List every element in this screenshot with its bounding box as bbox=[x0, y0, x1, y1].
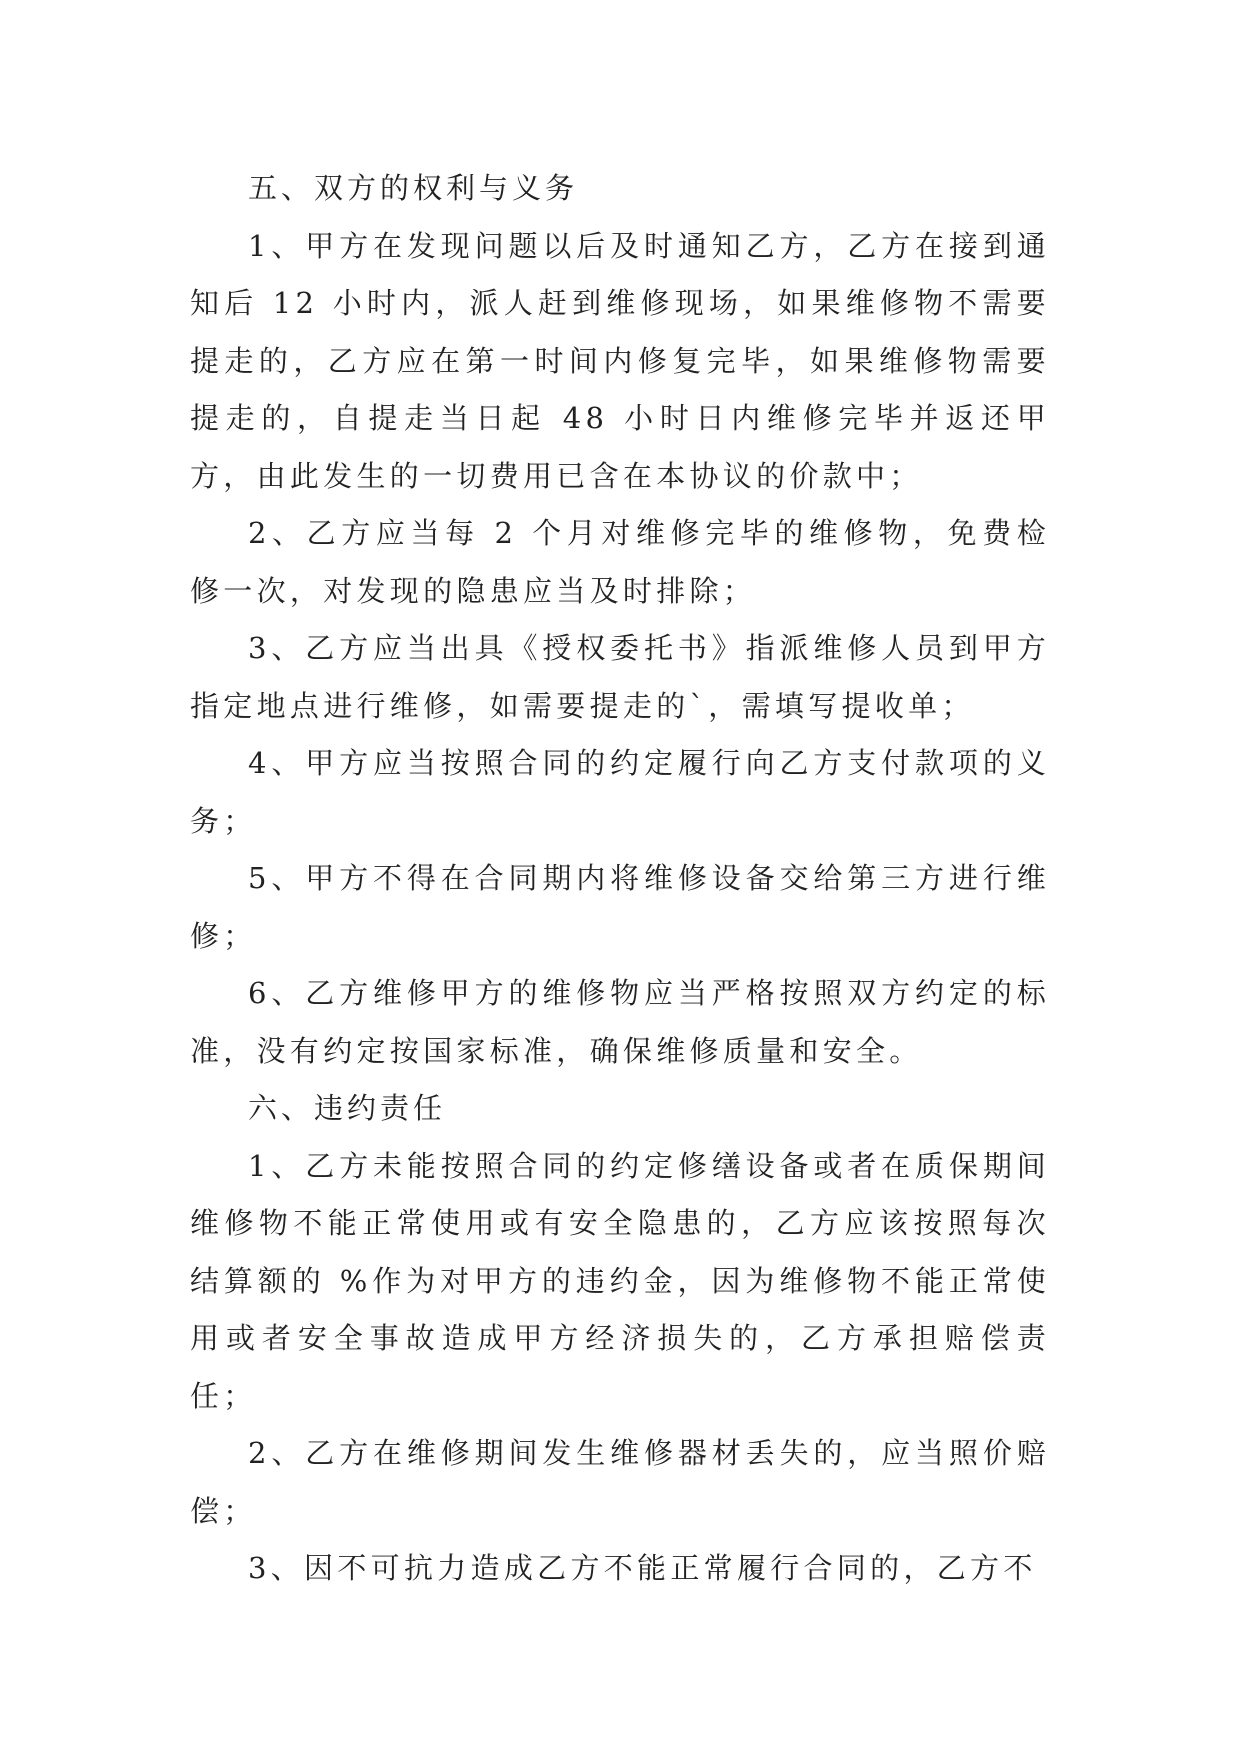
document-body bbox=[190, 160, 1050, 1598]
clause-5-2: 2、乙方应当每 2 个月对维修完毕的维修物，免费检修一次，对发现的隐患应当及时排除； bbox=[190, 516, 1050, 608]
clause-5-4: 4、甲方应当按照合同的约定履行向乙方支付款项的义务； bbox=[190, 746, 1050, 838]
clause-5-5: 5、甲方不得在合同期内将维修设备交给第三方进行维修； bbox=[190, 861, 1050, 953]
clause-6-1: 1、乙方未能按照合同的约定修缮设备或者在质保期间维修物不能正常使用或有安全隐患的，乙方应该按照每次结算额的 %作为对甲方的违约金，因为维修物不能正常使用或者安全事故造成甲方经济损失的，乙方承担赔偿责任； bbox=[190, 1148, 1050, 1413]
section-heading-rights-obligations: 五、双方的权利与义务 bbox=[248, 171, 579, 205]
clause-6-2: 2、乙方在维修期间发生维修器材丢失的，应当照价赔偿； bbox=[190, 1436, 1050, 1528]
clause-5-6: 6、乙方维修甲方的维修物应当严格按照双方约定的标准，没有约定按国家标准，确保维修质量和安全。 bbox=[190, 976, 1050, 1068]
clause-6-3: 3、因不可抗力造成乙方不能正常履行合同的，乙方不 bbox=[248, 1551, 1037, 1585]
clause-5-3: 3、乙方应当出具《授权委托书》指派维修人员到甲方指定地点进行维修，如需要提走的`，需填写提收单； bbox=[190, 631, 1050, 723]
clause-5-1: 1、甲方在发现问题以后及时通知乙方，乙方在接到通知后 12 小时内，派人赶到维修现场，如果维修物不需要提走的，乙方应在第一时间内修复完毕，如果维修物需要提走的，自提走当日起 48 小时日内维修完毕并返还甲方，由此发生的一切费用已含在本协议的价款中； bbox=[190, 228, 1050, 493]
section-heading-liability: 六、违约责任 bbox=[248, 1091, 447, 1125]
